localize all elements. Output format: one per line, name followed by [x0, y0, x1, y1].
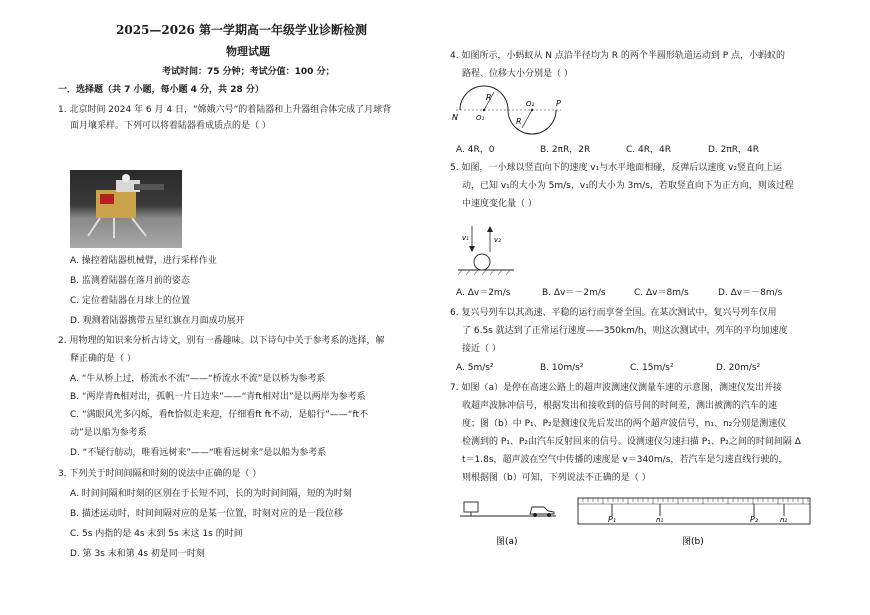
q6-option-b: B. 10m/s²: [540, 363, 584, 373]
signal-timeline-diagram: [578, 494, 812, 550]
q5-stem: 中速度变化量（ ）: [462, 199, 537, 209]
q4-option-d: D. 2πR，4R: [708, 145, 760, 155]
q3-option-a: A. 时间间隔和时刻的区别在于长短不同，长的为时间间隔，短的为时刻: [70, 489, 352, 499]
q6-option-c: C. 15m/s²: [630, 363, 674, 373]
q1-option-a: A. 操控着陆器机械臂，进行采样作业: [70, 256, 217, 266]
q6-stem: 6. 复兴号列车以其高速、平稳的运行而享誉全国。在某次测试中，复兴号列车仅用: [450, 308, 777, 318]
radius-label-1: R: [486, 93, 492, 102]
q7-stem: t＝1.8s，超声波在空气中传播的速度是 v＝340m/s，若汽车是匀速直线行驶的，: [462, 455, 788, 465]
signal-label-p1: P₁: [608, 515, 617, 524]
velocity-label-v2: v₂: [494, 236, 501, 244]
q5-option-a: A. Δv＝2m/s: [456, 288, 511, 298]
velocity-label-v1: v₁: [462, 234, 469, 242]
exam-info: 考试时间：75 分钟；考试分值：100 分；: [162, 67, 335, 77]
lander-illustration: [70, 170, 182, 248]
q1-option-d: D. 观测着陆器携带五星红旗在月面成功展开: [70, 316, 245, 326]
figure-a-caption: 图(a): [496, 537, 518, 547]
q4-option-a: A. 4R，0: [456, 145, 495, 155]
q5-stem: 5. 如图，一小球以竖直向下的速度 v₁与水平地面相碰，反弹后以速度 v₂竖直向上运: [450, 163, 783, 173]
q4-stem: 4. 如图所示，小蚂蚁从 N 点沿半径均为 R 的两个半圆形轨道运动到 P 点，小蚂蚁的: [450, 51, 786, 61]
signal-label-p2: P₂: [750, 515, 759, 524]
exam-title: 2025—2026 第一学期高一年级学业诊断检测: [116, 23, 367, 37]
q7-stem: 7. 如图（a）是停在高速公路上的超声波测速仪测量车速的示意图，测速仪发出并接: [450, 383, 782, 393]
q5-option-b: B. Δv＝－2m/s: [542, 288, 606, 298]
q2-option-d: D. “不疑行舫动，唯看远树来”——“唯看远树来”是以船为参考系: [70, 448, 327, 458]
center-label-o1: O₁: [476, 114, 485, 122]
ball-bounce-diagram: [458, 222, 518, 278]
figure-b-caption: 图(b): [682, 537, 704, 547]
q7-stem: 收超声波脉冲信号，根据发出和接收到的信号间的时间差，测出被测的汽车的速: [462, 401, 778, 411]
point-label-n: N: [452, 113, 458, 122]
lander-photo: [70, 170, 182, 248]
q5-option-c: C. Δv＝8m/s: [634, 288, 689, 298]
q1-stem: 面月壤采样。下列可以将着陆器看成质点的是（ ）: [70, 121, 271, 131]
q6-stem: 了 6.5s 就达到了正常运行速度——350km/h，则这次测试中，列车的平均加速度: [462, 326, 788, 336]
semicircle-track-diagram: [452, 84, 566, 132]
q6-option-a: A. 5m/s²: [456, 363, 494, 373]
q3-option-c: C. 5s 内指的是 4s 末到 5s 末这 1s 的时间: [70, 529, 243, 539]
q2-option-c-cont: 动”是以船为参考系: [70, 428, 147, 438]
q2-stem: 2. 用物理的知识来分析古诗文，别有一番趣味。以下诗句中关于参考系的选择，解: [58, 336, 385, 346]
q3-stem: 3. 下列关于时间间隔和时刻的说法中正确的是（ ）: [58, 469, 262, 479]
q2-option-b: B. “两岸青ft相对出，孤帆一片日边来”——“青ft相对出”是以两岸为参考系: [70, 392, 366, 402]
q1-option-c: C. 定位着陆器在月球上的位置: [70, 296, 191, 306]
q7-stem: 度；图（b）中 P₁、P₂是测速仪先后发出的两个超声波信号，n₁、n₂分别是测速仪: [462, 419, 787, 429]
q2-stem: 释正确的是（ ）: [70, 354, 136, 364]
q7-stem: 则根据图（b）可知，下列说法不正确的是（ ）: [462, 473, 651, 483]
center-label-o2: O₂: [526, 100, 535, 108]
q6-stem: 接近（ ）: [462, 344, 501, 354]
speed-detector-diagram: [460, 494, 560, 550]
q1-option-b: B. 监测着陆器在落月前的姿态: [70, 276, 190, 286]
q4-stem: 路程、位移大小分别是（ ）: [462, 69, 573, 79]
signal-label-n2: n₂: [780, 516, 788, 524]
point-label-p: P: [556, 99, 561, 108]
q2-option-c: C. “满眼风光多闪烁，看ft恰似走来迎，仔细看ft ft不动，是船行”——“ft不: [70, 410, 369, 420]
q2-option-a: A. “牛从桥上过，桥流水不流”——“桥流水不流”是以桥为参考系: [70, 374, 326, 384]
q3-option-b: B. 描述运动时，时间间隔对应的是某一位置，时刻对应的是一段位移: [70, 509, 343, 519]
q4-option-b: B. 2πR，2R: [540, 145, 591, 155]
signal-label-n1: n₁: [656, 516, 664, 524]
q5-stem: 动，已知 v₁的大小为 5m/s，v₁的大小为 3m/s，若取竖直向下为正方向，则该过程: [462, 181, 794, 191]
q5-option-d: D. Δv＝－8m/s: [718, 288, 783, 298]
section-heading: 一．选择题（共 7 小题，每小题 4 分，共 28 分）: [58, 85, 264, 95]
q7-stem: 检测到的 P₁、P₂由汽车反射回来的信号。设测速仪匀速扫描 P₁、P₂之间的时间间隔 Δ: [462, 437, 801, 447]
q1-stem: 1. 北京时间 2024 年 6 月 4 日，“嫦娥六号”的着陆器和上升器组合体完成了月球背: [58, 105, 392, 115]
radius-label-2: R: [516, 117, 522, 126]
subject-title: 物理试题: [226, 45, 270, 58]
q6-option-d: D. 20m/s²: [716, 363, 761, 373]
q3-option-d: D. 第 3s 末和第 4s 初是同一时刻: [70, 549, 205, 559]
q4-option-c: C. 4R，4R: [626, 145, 671, 155]
